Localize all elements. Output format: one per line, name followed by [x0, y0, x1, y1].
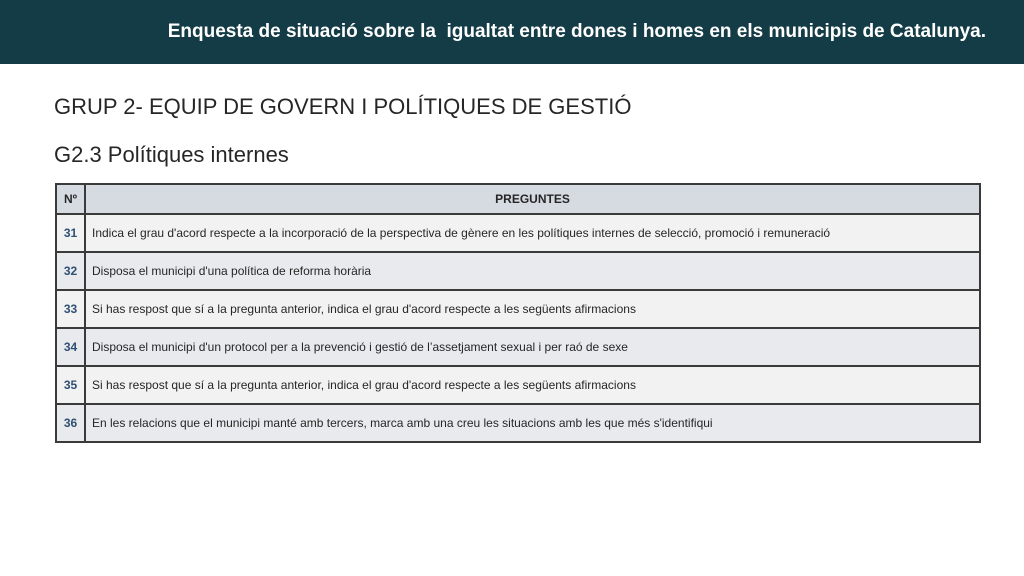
- table-header-row: [56, 184, 980, 214]
- question-number: 36: [56, 404, 85, 442]
- questions-column-header: PREGUNTES: [85, 184, 980, 214]
- question-text: Si has respost que sí a la pregunta anterior, indica el grau d'acord respecte a les següents afirmacions: [85, 290, 980, 328]
- question-number: 33: [56, 290, 85, 328]
- question-text: Indica el grau d'acord respecte a la incorporació de la perspectiva de gènere en les polítiques internes de selecció, promoció i remuneració: [85, 214, 980, 252]
- table-row: [56, 328, 980, 366]
- question-text: Disposa el municipi d'un protocol per a la prevenció i gestió de l’assetjament sexual i per raó de sexe: [85, 328, 980, 366]
- question-number: 34: [56, 328, 85, 366]
- question-text: Si has respost que sí a la pregunta anterior, indica el grau d'acord respecte a les següents afirmacions: [85, 366, 980, 404]
- table-row: [56, 252, 980, 290]
- table-row: [56, 404, 980, 442]
- section-title: G2.3 Polítiques internes: [54, 142, 289, 167]
- table-row: [56, 214, 980, 252]
- group-title: GRUP 2- EQUIP DE GOVERN I POLÍTIQUES DE GESTIÓ: [54, 94, 632, 119]
- question-number: 31: [56, 214, 85, 252]
- table-row: [56, 366, 980, 404]
- questions-table: [55, 183, 981, 443]
- question-text: En les relacions que el municipi manté amb tercers, marca amb una creu les situacions amb les que més s'identifiqui: [85, 404, 980, 442]
- question-number: 35: [56, 366, 85, 404]
- header-bar: [0, 0, 1024, 64]
- number-column-header: Nº: [56, 184, 85, 214]
- table-row: [56, 290, 980, 328]
- question-text: Disposa el municipi d'una política de reforma horària: [85, 252, 980, 290]
- question-number: 32: [56, 252, 85, 290]
- survey-title: Enquesta de situació sobre la igualtat entre dones i homes en els municipis de Catalunya.: [167, 21, 986, 42]
